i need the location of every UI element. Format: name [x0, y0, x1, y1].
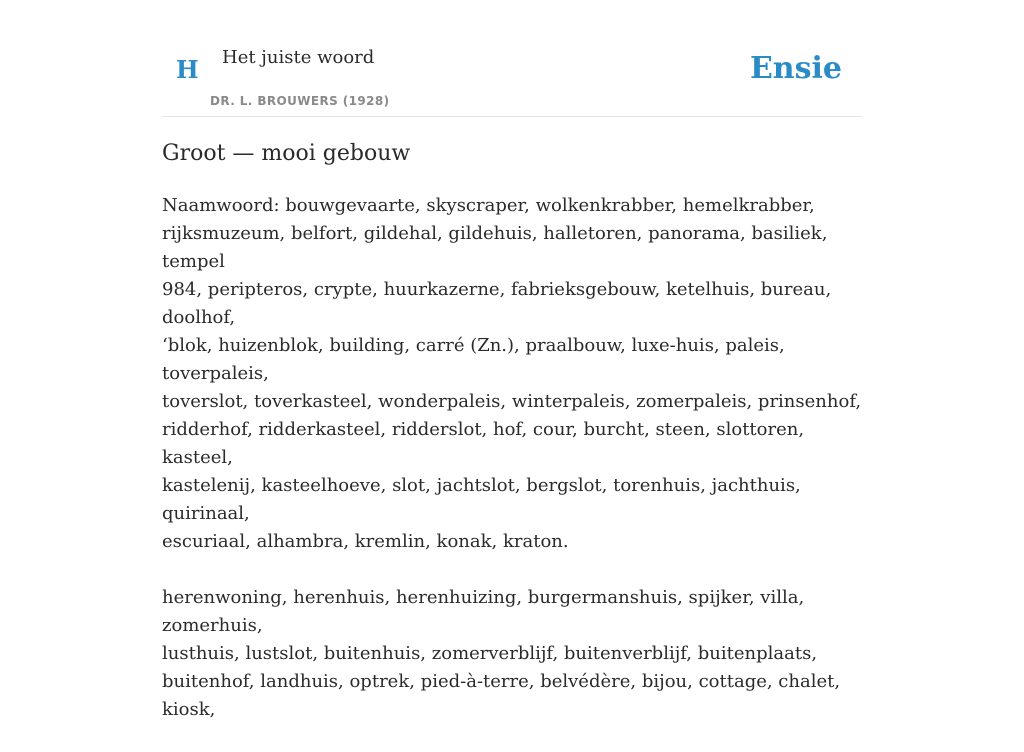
book-title[interactable]: Het juiste woord [222, 47, 375, 68]
article-title: Groot — mooi gebouw [162, 141, 411, 166]
book-logo-icon[interactable]: H [176, 55, 199, 84]
article-paragraph: Naamwoord: bouwgevaarte, skyscraper, wolkenkrabber, hemelkrabber, rijksmuzeum, belfort, gildehal, gildehuis, halletoren, panorama, basiliek, tempel 984, peripteros, crypte, huurkazerne, fabrieksgebouw, ketelhuis, bureau, doolhof, ‘blok, huizenblok, building, carré (Zn.), praalbouw, luxe-huis, paleis, toverpaleis, toverslot, toverkasteel, wonderpaleis, winterpaleis, zomerpaleis, prinsenhof, ridderhof, ridderkasteel, ridderslot, hof, cour, burcht, steen, slottoren, kasteel, kastelenij, kasteelhoeve, slot, jachtslot, bergslot, torenhuis, jachthuis, quirinaal, escuriaal, alhambra, kremlin, konak, kraton. [162, 195, 862, 552]
ensie-logo[interactable]: Ensie [749, 51, 842, 86]
book-author: DR. L. BROUWERS (1928) [210, 94, 390, 108]
site-header [162, 0, 862, 117]
article-content [162, 192, 862, 752]
article-paragraph: herenwoning, herenhuis, herenhuizing, burgermanshuis, spijker, villa, zomerhuis, lusthuis, lustslot, buitenhuis, zomerverblijf, buitenverblijf, buitenplaats, buitenhof, landhuis, optrek, pied-à-terre, belvédère, bijou, cottage, chalet, kiosk, [162, 587, 841, 720]
